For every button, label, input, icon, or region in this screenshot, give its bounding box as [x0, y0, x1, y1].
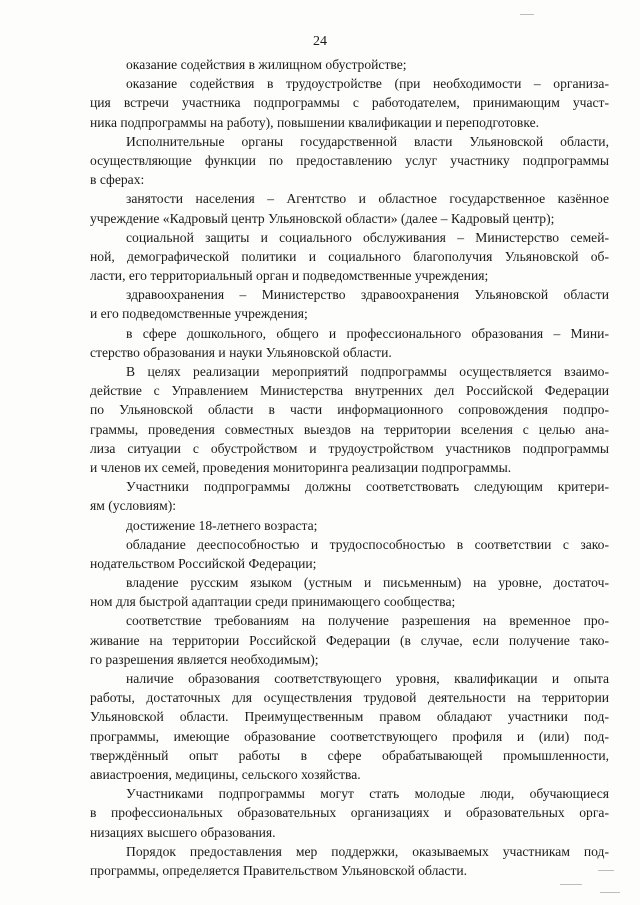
paragraph: [90, 74, 609, 132]
paragraph: [90, 55, 609, 74]
text-line: осуществляющие функции по предоставлению услуг участнику подпрограммы: [90, 152, 609, 168]
text-line: граммы, проведения совместных выездов на территории вселения с целью ана-: [90, 421, 609, 437]
text-line: ной, демографической политики и социального благополучия Ульяновской об-: [90, 248, 609, 264]
text-line: го разрешения является необходимым);: [90, 651, 319, 667]
text-line: ном для быстрой адаптации среди принимающего сообщества;: [90, 594, 456, 610]
paragraph: [90, 285, 609, 323]
text-line: Ульяновской области. Преимущественным правом обладают участники под-: [90, 709, 609, 725]
text-line: низациях высшего образования.: [90, 824, 276, 840]
paragraph: [90, 516, 609, 535]
text-line: оказание содействия в жилищном обустройстве;: [126, 57, 407, 72]
scan-artifact: [520, 14, 534, 15]
text-line: социальной защиты и социального обслуживания – Министерство семей-: [126, 229, 609, 245]
paragraph: [90, 477, 609, 515]
scan-artifact: [598, 870, 614, 871]
text-line: наличие образования соответствующего уровня, квалификации и опыта: [126, 671, 609, 686]
text-line: программы, определяется Правительством Ульяновской области.: [90, 862, 468, 878]
scan-artifact: [560, 884, 582, 885]
text-line: учреждение «Кадровый центр Ульяновской области» (далее – Кадровый центр);: [90, 210, 555, 226]
text-line: ника подпрограммы на работу), повышении квалификации и переподготовке.: [90, 114, 540, 130]
text-line: живание на территории Российской Федерации (в случае, если получение тако-: [90, 632, 609, 648]
text-line: работы, достаточных для осуществления трудовой деятельности на территории: [90, 690, 609, 706]
paragraph: [90, 842, 609, 880]
text-line: ция встречи участника подпрограммы с работодателем, принимающим участ-: [90, 95, 609, 111]
text-line: в сферах:: [90, 172, 145, 188]
text-line: соответствие требованиям на получение разрешения на временное про-: [126, 613, 609, 629]
text-line: и членов их семей, проведения мониторинга реализации подпрограммы.: [90, 459, 512, 475]
scan-artifact: [600, 892, 620, 893]
text-line: ям (условиям):: [90, 498, 177, 514]
paragraph: [90, 324, 609, 362]
paragraph: [90, 573, 609, 611]
text-line: стерство образования и науки Ульяновской области.: [90, 344, 392, 360]
text-line: владение русским языком (устным и письменным) на уровне, достаточ-: [126, 575, 609, 591]
text-line: оказание содействия в трудоустройстве (при необходимости – организа-: [126, 76, 609, 92]
text-line: Исполнительные органы государственной власти Ульяновской области,: [126, 133, 609, 149]
paragraph: [90, 611, 609, 669]
text-line: достижение 18-летнего возраста;: [126, 517, 318, 533]
text-line: и его подведомственные учреждения;: [90, 306, 308, 322]
text-line: обладание дееспособностью и трудоспособностью в соответствии с зако-: [126, 536, 609, 552]
text-line: по Ульяновской области в части информационного сопровождения подпро-: [90, 402, 609, 418]
text-line: лиза ситуации с обустройством и трудоустройством участников подпрограммы: [90, 440, 609, 456]
text-line: Участники подпрограммы должны соответствовать следующим критери-: [126, 479, 609, 495]
document-body: [90, 55, 609, 880]
paragraph: [90, 132, 609, 190]
text-line: авиастроения, медицины, сельского хозяйства.: [90, 766, 361, 782]
text-line: Порядок предоставления мер поддержки, оказываемых участникам под-: [126, 843, 609, 859]
text-line: здравоохранения – Министерство здравоохранения Ульяновской области: [126, 287, 609, 303]
text-line: занятости населения – Агентство и областное государственное казённое: [126, 191, 609, 207]
text-line: в профессиональных образовательных организациях и образовательных орга-: [90, 805, 609, 821]
paragraph: [90, 362, 609, 477]
text-line: действие с Управлением Министерства внутренних дел Российской Федерации: [90, 383, 609, 399]
text-line: ласти, его территориальный орган и подведомственные учреждения;: [90, 268, 489, 284]
page-number: 24: [313, 34, 327, 49]
text-line: тверждённый опыт работы в сфере обрабатывающей промышленности,: [90, 747, 609, 763]
paragraph: [90, 784, 609, 842]
text-line: Участниками подпрограммы могут стать молодые люди, обучающиеся: [126, 786, 609, 802]
paragraph: [90, 669, 609, 784]
text-line: нодательством Российской Федерации;: [90, 555, 317, 571]
text-line: программы, имеющие образование соответствующего профиля и (или) под-: [90, 728, 609, 744]
text-line: В целях реализации мероприятий подпрограммы осуществляется взаимо-: [126, 364, 609, 379]
text-line: в сфере дошкольного, общего и профессионального образования – Мини-: [126, 325, 609, 341]
paragraph: [90, 228, 609, 286]
paragraph: [90, 535, 609, 573]
paragraph: [90, 189, 609, 227]
